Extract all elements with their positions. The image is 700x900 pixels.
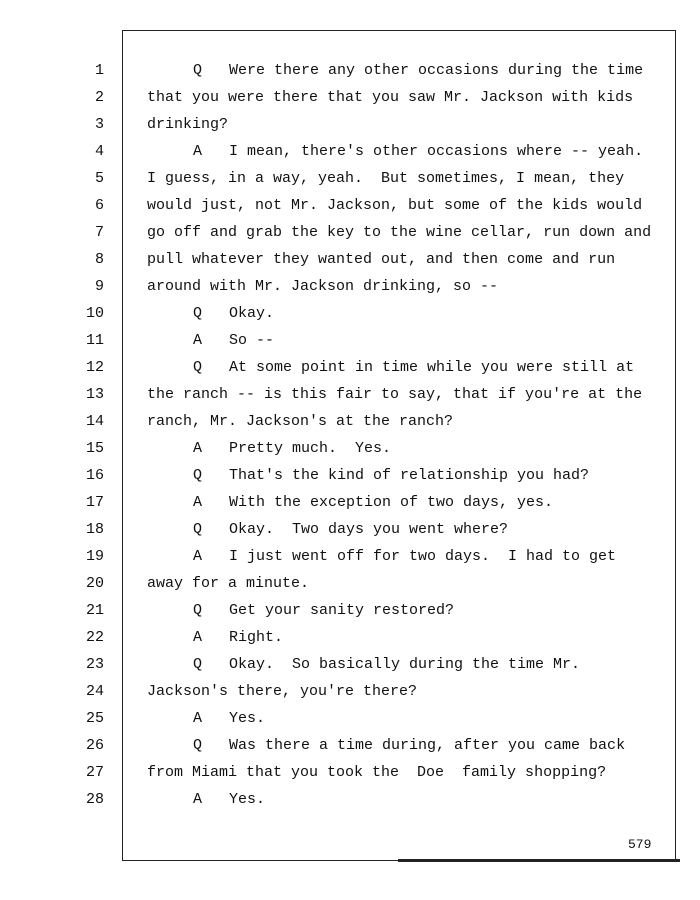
line-number: 7: [94, 224, 104, 241]
transcript-line: [147, 192, 667, 219]
transcript-line: [147, 651, 667, 678]
line-number: 18: [85, 521, 104, 538]
transcript-line: [147, 570, 667, 597]
transcript-line: [147, 111, 667, 138]
speaker-label: Q: [193, 602, 203, 619]
transcript-line: [147, 624, 667, 651]
speaker-label: Q: [193, 521, 203, 538]
line-text: That's the kind of relationship you had?: [229, 467, 590, 484]
line-number: 6: [94, 197, 104, 214]
line-number: 12: [85, 359, 104, 376]
line-number: 22: [85, 629, 104, 646]
line-number: 24: [85, 683, 104, 700]
speaker-label: A: [193, 143, 203, 160]
speaker-label: Q: [193, 737, 203, 754]
line-number: 14: [85, 413, 104, 430]
transcript-line: [147, 165, 667, 192]
line-text: Right.: [229, 629, 284, 646]
transcript-line: [147, 57, 667, 84]
line-text: the ranch -- is this fair to say, that if you're at the: [147, 386, 643, 403]
line-text: pull whatever they wanted out, and then come and run: [147, 251, 616, 268]
line-number: 23: [85, 656, 104, 673]
transcript-body: [147, 57, 667, 813]
transcript-line: [147, 786, 667, 813]
speaker-label: Q: [193, 467, 203, 484]
line-number: 8: [94, 251, 104, 268]
line-text: With the exception of two days, yes.: [229, 494, 554, 511]
line-number: 3: [94, 116, 104, 133]
transcript-line: [147, 138, 667, 165]
line-text: drinking?: [147, 116, 229, 133]
line-text: away for a minute.: [147, 575, 310, 592]
transcript-line: [147, 597, 667, 624]
line-number: 1: [94, 62, 104, 79]
line-text: Okay. Two days you went where?: [229, 521, 509, 538]
transcript-line: [147, 516, 667, 543]
speaker-label: Q: [193, 305, 203, 322]
speaker-label: A: [193, 710, 203, 727]
bottom-rule: [398, 859, 680, 862]
line-text: that you were there that you saw Mr. Jackson with kids: [147, 89, 634, 106]
transcript-line: [147, 678, 667, 705]
line-text: At some point in time while you were still at: [229, 359, 635, 376]
line-number: 16: [85, 467, 104, 484]
speaker-label: Q: [193, 359, 203, 376]
line-text: Yes.: [229, 710, 266, 727]
transcript-line: [147, 381, 667, 408]
line-text: So --: [229, 332, 275, 349]
line-number: 26: [85, 737, 104, 754]
speaker-label: A: [193, 629, 203, 646]
line-text: I just went off for two days. I had to get: [229, 548, 617, 565]
transcript-line: [147, 732, 667, 759]
transcript-line: [147, 408, 667, 435]
line-text: Jackson's there, you're there?: [147, 683, 418, 700]
transcript-line: [147, 219, 667, 246]
transcript-line: [147, 354, 667, 381]
transcript-line: [147, 543, 667, 570]
transcript-line: [147, 327, 667, 354]
line-number: 27: [85, 764, 104, 781]
speaker-label: A: [193, 791, 203, 808]
line-number: 19: [85, 548, 104, 565]
line-text: Okay.: [229, 305, 275, 322]
line-text: I guess, in a way, yeah. But sometimes, I mean, they: [147, 170, 625, 187]
line-text: would just, not Mr. Jackson, but some of the kids would: [147, 197, 643, 214]
line-text: Were there any other occasions during the time: [229, 62, 644, 79]
line-text: from Miami that you took the Doe family shopping?: [147, 764, 607, 781]
line-number-column: [60, 57, 104, 813]
line-text: Get your sanity restored?: [229, 602, 455, 619]
speaker-label: Q: [193, 656, 203, 673]
line-number: 4: [94, 143, 104, 160]
transcript-line: [147, 462, 667, 489]
transcript-line: [147, 246, 667, 273]
line-number: 11: [85, 332, 104, 349]
line-text: Pretty much. Yes.: [229, 440, 392, 457]
speaker-label: A: [193, 440, 203, 457]
speaker-label: A: [193, 494, 203, 511]
transcript-line: [147, 84, 667, 111]
line-number: 28: [85, 791, 104, 808]
speaker-label: A: [193, 332, 203, 349]
line-number: 21: [85, 602, 104, 619]
line-text: ranch, Mr. Jackson's at the ranch?: [147, 413, 454, 430]
transcript-line: [147, 705, 667, 732]
transcript-line: [147, 435, 667, 462]
transcript-line: [147, 759, 667, 786]
line-number: 9: [94, 278, 104, 295]
line-text: Yes.: [229, 791, 266, 808]
page-number: 579: [628, 837, 652, 852]
line-number: 5: [94, 170, 104, 187]
transcript-line: [147, 489, 667, 516]
line-number: 20: [85, 575, 104, 592]
line-text: around with Mr. Jackson drinking, so --: [147, 278, 499, 295]
line-number: 25: [85, 710, 104, 727]
line-number: 13: [85, 386, 104, 403]
line-text: Was there a time during, after you came back: [229, 737, 626, 754]
line-number: 15: [85, 440, 104, 457]
line-text: I mean, there's other occasions where -- yeah.: [229, 143, 644, 160]
line-number: 10: [85, 305, 104, 322]
line-number: 2: [94, 89, 104, 106]
speaker-label: Q: [193, 62, 203, 79]
line-number: 17: [85, 494, 104, 511]
speaker-label: A: [193, 548, 203, 565]
line-text: go off and grab the key to the wine cellar, run down and: [147, 224, 652, 241]
transcript-line: [147, 300, 667, 327]
transcript-line: [147, 273, 667, 300]
line-text: Okay. So basically during the time Mr.: [229, 656, 581, 673]
